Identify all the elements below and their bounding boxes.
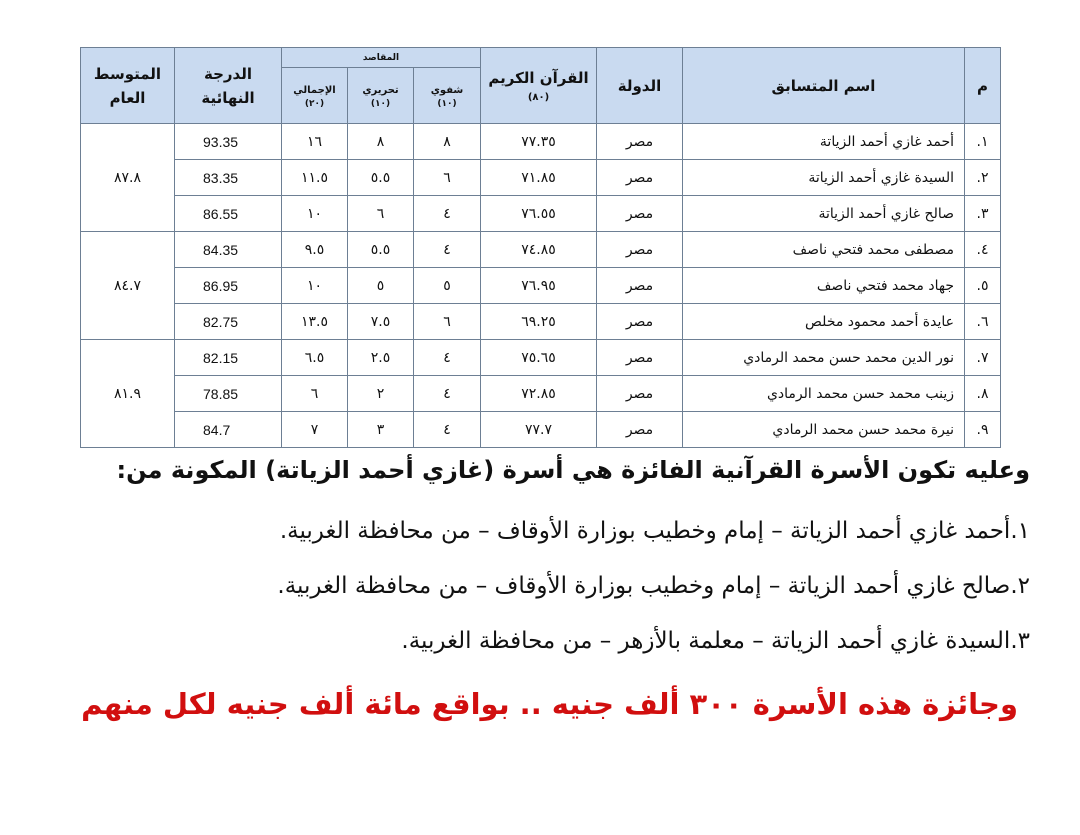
header-written-label: تحريري — [362, 84, 399, 96]
quran-score: ٧٧.٧ — [481, 412, 597, 448]
written-score: ٢ — [348, 376, 414, 412]
header-total — [282, 68, 348, 124]
oral-score: ٤ — [414, 412, 481, 448]
row-number: ٣. — [965, 196, 1001, 232]
row-number: ٤. — [965, 232, 1001, 268]
contestant-name: السيدة غازي أحمد الزياتة — [683, 160, 965, 196]
contestant-name: صالح غازي أحمد الزياتة — [683, 196, 965, 232]
contestant-name: أحمد غازي أحمد الزياتة — [683, 124, 965, 160]
row-number: ٩. — [965, 412, 1001, 448]
total-score: ٩.٥ — [282, 232, 348, 268]
oral-score: ٤ — [414, 232, 481, 268]
written-score: ٥.٥ — [348, 160, 414, 196]
row-number: ٨. — [965, 376, 1001, 412]
header-oral — [414, 68, 481, 124]
contestant-name: جهاد محمد فتحي ناصف — [683, 268, 965, 304]
header-country: الدولة — [597, 48, 683, 124]
oral-score: ٤ — [414, 340, 481, 376]
quran-score: ٧١.٨٥ — [481, 160, 597, 196]
country-cell: مصر — [597, 196, 683, 232]
total-score: ١٠ — [282, 268, 348, 304]
final-score: 82.15 — [175, 340, 282, 376]
final-score: 84.7 — [175, 412, 282, 448]
country-cell: مصر — [597, 232, 683, 268]
row-number: ١. — [965, 124, 1001, 160]
quran-score: ٧٤.٨٥ — [481, 232, 597, 268]
header-total-label: الإجمالي — [293, 84, 336, 96]
total-score: ١٣.٥ — [282, 304, 348, 340]
table-row — [81, 268, 1001, 304]
results-table — [80, 47, 1001, 448]
prize-statement: وجائزة هذه الأسرة ٣٠٠ ألف جنيه .. بواقع مائة ألف جنيه لكل منهم — [81, 687, 1018, 721]
family-member-2: ٢.صالح غازي أحمد الزياتة – إمام وخطيب بوزارة الأوقاف – من محافظة الغربية. — [277, 573, 1030, 599]
header-maqasid: المقاصد — [282, 48, 481, 68]
total-score: ١١.٥ — [282, 160, 348, 196]
country-cell: مصر — [597, 412, 683, 448]
country-cell: مصر — [597, 160, 683, 196]
oral-score: ٦ — [414, 304, 481, 340]
row-number: ٥. — [965, 268, 1001, 304]
final-score: 86.95 — [175, 268, 282, 304]
quran-score: ٧٥.٦٥ — [481, 340, 597, 376]
quran-score: ٧٦.٥٥ — [481, 196, 597, 232]
group-average: ٨٤.٧ — [81, 232, 175, 340]
table-row — [81, 304, 1001, 340]
total-score: ٦.٥ — [282, 340, 348, 376]
header-total-max: (٢٠) — [304, 98, 325, 109]
quran-score: ٧٧.٣٥ — [481, 124, 597, 160]
family-member-3: ٣.السيدة غازي أحمد الزياتة – معلمة بالأزهر – من محافظة الغربية. — [401, 628, 1030, 654]
quran-score: ٧٦.٩٥ — [481, 268, 597, 304]
table-row — [81, 412, 1001, 448]
table-row — [81, 340, 1001, 376]
header-average: المتوسط العام — [81, 48, 175, 124]
country-cell: مصر — [597, 304, 683, 340]
final-score: 84.35 — [175, 232, 282, 268]
written-score: ٨ — [348, 124, 414, 160]
table-row — [81, 376, 1001, 412]
oral-score: ٦ — [414, 160, 481, 196]
oral-score: ٥ — [414, 268, 481, 304]
contestant-name: زينب محمد حسن محمد الرمادي — [683, 376, 965, 412]
header-final: الدرجة النهائية — [175, 48, 282, 124]
contestant-name: عايدة أحمد محمود مخلص — [683, 304, 965, 340]
final-score: 93.35 — [175, 124, 282, 160]
table-row — [81, 124, 1001, 160]
written-score: ٥.٥ — [348, 232, 414, 268]
row-number: ٢. — [965, 160, 1001, 196]
table-row — [81, 160, 1001, 196]
contestant-name: مصطفى محمد فتحي ناصف — [683, 232, 965, 268]
group-average: ٨٧.٨ — [81, 124, 175, 232]
header-written-max: (١٠) — [370, 98, 391, 109]
header-quran-title: القرآن الكريم — [488, 68, 589, 87]
final-score: 82.75 — [175, 304, 282, 340]
table-row — [81, 232, 1001, 268]
total-score: ٦ — [282, 376, 348, 412]
row-number: ٧. — [965, 340, 1001, 376]
header-quran — [481, 48, 597, 124]
final-score: 78.85 — [175, 376, 282, 412]
written-score: ٢.٥ — [348, 340, 414, 376]
country-cell: مصر — [597, 340, 683, 376]
total-score: ٧ — [282, 412, 348, 448]
written-score: ٥ — [348, 268, 414, 304]
group-average: ٨١.٩ — [81, 340, 175, 448]
header-quran-max: (٨٠) — [527, 91, 550, 103]
header-oral-max: (١٠) — [437, 98, 457, 109]
total-score: ١٠ — [282, 196, 348, 232]
country-cell: مصر — [597, 268, 683, 304]
country-cell: مصر — [597, 124, 683, 160]
header-oral-label: شفوي — [430, 84, 464, 96]
quran-score: ٦٩.٢٥ — [481, 304, 597, 340]
family-member-1: ١.أحمد غازي أحمد الزياتة – إمام وخطيب بوزارة الأوقاف – من محافظة الغربية. — [279, 518, 1030, 544]
written-score: ٦ — [348, 196, 414, 232]
header-index: م — [965, 48, 1001, 124]
table-row — [81, 196, 1001, 232]
written-score: ٣ — [348, 412, 414, 448]
row-number: ٦. — [965, 304, 1001, 340]
written-score: ٧.٥ — [348, 304, 414, 340]
total-score: ١٦ — [282, 124, 348, 160]
winner-intro: وعليه تكون الأسرة القرآنية الفائزة هي أسرة (غازي أحمد الزياتة) المكونة من: — [116, 456, 1030, 484]
contestant-name: نور الدين محمد حسن محمد الرمادي — [683, 340, 965, 376]
final-score: 86.55 — [175, 196, 282, 232]
oral-score: ٤ — [414, 376, 481, 412]
contestant-name: نيرة محمد حسن محمد الرمادي — [683, 412, 965, 448]
country-cell: مصر — [597, 376, 683, 412]
oral-score: ٨ — [414, 124, 481, 160]
oral-score: ٤ — [414, 196, 481, 232]
quran-score: ٧٢.٨٥ — [481, 376, 597, 412]
header-name: اسم المتسابق — [683, 48, 965, 124]
final-score: 83.35 — [175, 160, 282, 196]
header-written — [348, 68, 414, 124]
